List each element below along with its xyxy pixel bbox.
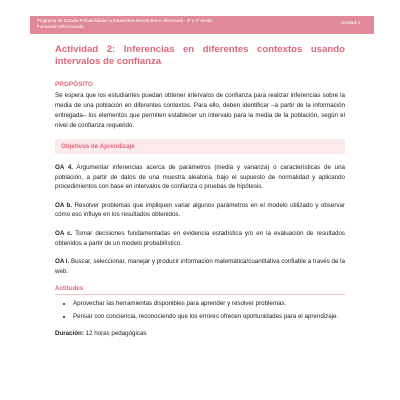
objective-text: Tomar decisiones fundamentadas en evidencia estadística y/o en la evaluación de resultados obtenidos a partir de un modelo probabilístico.	[55, 229, 345, 247]
objective-item	[55, 201, 345, 220]
purpose-heading: PROPÓSITO	[55, 81, 93, 88]
objective-code: OA i.	[55, 258, 70, 266]
objectives-heading: Objetivos de Aprendizaje	[55, 139, 345, 154]
unit-label: Unidad 4	[340, 21, 360, 26]
objective-code: OA b.	[55, 201, 73, 209]
objective-text: Argumentar inferencias acerca de parámetros (media y varianza) o características de una población, a partir de datos de una muestra aleatoria, bajo el supuesto de normalidad y aplicando procedimientos con base en intervalos de confianza o pruebas de hipótesis.	[55, 164, 345, 191]
attitude-item: • Aprovechar las herramientas disponibles para aprender y resolver problemas.	[73, 299, 345, 309]
objective-text: Resolver problemas que impliquen variar algunos parámetros en el modelo utilizado y observar cómo eso influye en los resultados obtenidos.	[55, 201, 345, 219]
content	[55, 44, 345, 337]
duration-value: 12 horas pedagógicas	[83, 329, 147, 337]
objective-text: Buscar, seleccionar, manejar y producir información matemática/cuantitativa confiable a través de la web.	[55, 258, 345, 275]
activity-title: Actividad 2: Inferencias en diferentes contextos usando intervalos de confianza	[55, 44, 345, 67]
purpose-text: Se espera que los estudiantes puedan obtener intervalos de confianza para realizar inferencias sobre la media de una población en diferentes contextos. Para ello, deben identificar –a partir de la información entregada– los elementos que permiten establecer un intervalo para la media de la población, según el nivel de confianza requerido.	[55, 92, 345, 129]
objective-code: OA c.	[55, 229, 73, 237]
header-band	[30, 16, 374, 34]
program-line-2: Formación Diferenciada	[37, 23, 84, 29]
objective-item	[55, 229, 345, 248]
objective-item	[55, 163, 345, 192]
program-line-1: Programa de Estudio Probabilidades y Estadística Descriptiva e Inferencial - 3º y 4º medio	[37, 18, 213, 23]
duration	[55, 330, 345, 337]
objective-code: OA 4.	[55, 164, 73, 171]
objective-item	[55, 257, 345, 276]
attitudes-heading: Actitudes	[55, 285, 345, 295]
program-header	[37, 18, 213, 29]
attitude-item: • Pensar con conciencia, reconociendo que los errores ofrecen oportunidades para el aprendizaje.	[73, 312, 345, 322]
duration-label: Duración:	[55, 329, 84, 337]
attitudes-list	[55, 299, 345, 321]
